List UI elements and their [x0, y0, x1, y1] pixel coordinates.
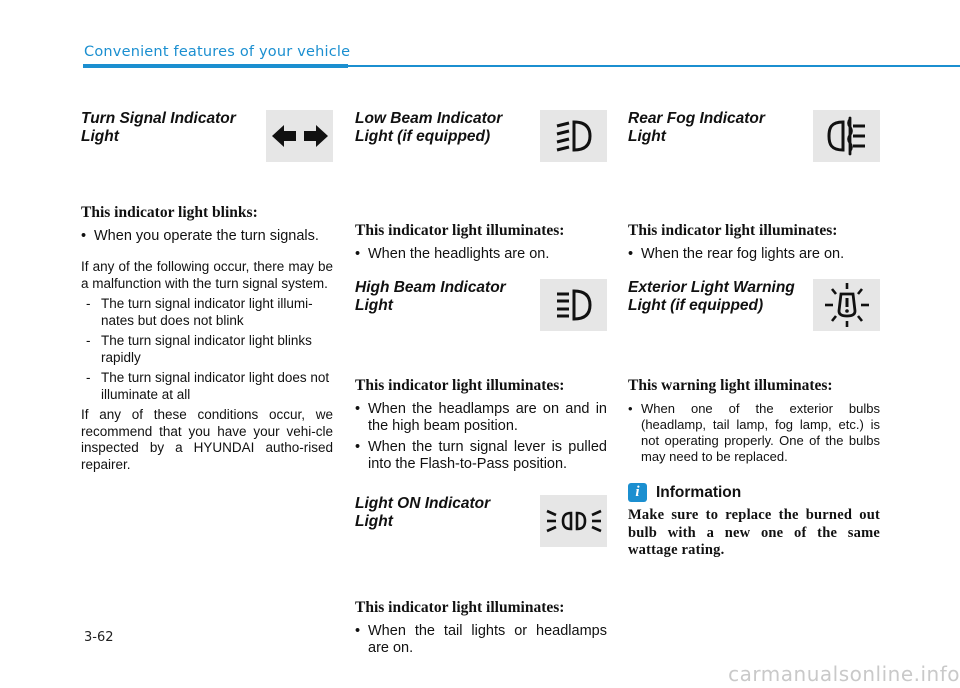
- column-3: [628, 108, 880, 560]
- info-icon: i: [628, 483, 647, 502]
- malfunction-paragraph: If any of the following occur, there may be a malfunction with the turn signal system.: [81, 259, 333, 291]
- turn-signal-bullet: • When you operate the turn signals.: [81, 228, 333, 245]
- information-header: [628, 483, 880, 502]
- high-beam-icon-box: [540, 279, 607, 331]
- turn-signal-arrows-icon: [270, 121, 330, 151]
- exterior-light-warning-icon: [822, 280, 872, 330]
- column-2: [355, 108, 607, 665]
- light-on-title: Light ON Indicator Light: [355, 495, 491, 530]
- information-text: Make sure to replace the burned out bulb with a new one of the same wattage rating.: [628, 507, 880, 558]
- light-on-icon-box: [540, 495, 607, 547]
- exterior-warning-bullet: • When one of the exterior bulbs (headlamp, tail lamp, fog lamp, etc.) is not operating properly. One of the bulbs may need to be replaced.: [628, 401, 880, 465]
- high-beam-icon: [552, 285, 596, 325]
- header-rule: [348, 65, 960, 67]
- rear-fog-icon-box: [813, 110, 880, 162]
- rear-fog-bullet: • When the rear fog lights are on.: [628, 246, 880, 263]
- watermark: carmanualsonline.info: [728, 662, 960, 686]
- exterior-warning-lead: This warning light illuminates:: [628, 377, 833, 394]
- light-on-indicator-section: [355, 495, 607, 657]
- high-beam-bullet: • When the turn signal lever is pulled into the Flash-to-Pass position.: [355, 439, 607, 473]
- rear-fog-indicator-section: [628, 110, 880, 263]
- turn-signal-indicator-section: [81, 110, 333, 473]
- rear-fog-lead: This indicator light illuminates:: [628, 222, 838, 239]
- light-on-icon: [544, 501, 604, 541]
- high-beam-indicator-section: [355, 279, 607, 473]
- rear-fog-icon: [825, 116, 869, 156]
- dash-item: - The turn signal indicator light does not illuminate at all: [81, 370, 333, 403]
- dash-item: - The turn signal indicator light illumi-nates but does not blink: [81, 296, 333, 329]
- low-beam-icon: [552, 116, 596, 156]
- recommend-paragraph: If any of these conditions occur, we recommend that you have your vehi-cle inspected by a HYUNDAI autho-rised repairer.: [81, 407, 333, 472]
- rear-fog-title: Rear Fog Indicator Light: [628, 110, 765, 145]
- column-1: [81, 108, 333, 481]
- low-beam-lead: This indicator light illuminates:: [355, 222, 565, 239]
- dash-item: - The turn signal indicator light blinks rapidly: [81, 333, 333, 366]
- page-number: 3-62: [84, 630, 114, 645]
- turn-signal-title: Turn Signal Indicator Light: [81, 110, 236, 145]
- light-on-lead: This indicator light illuminates:: [355, 599, 565, 616]
- low-beam-title: Low Beam Indicator Light (if equipped): [355, 110, 503, 145]
- section-title: Convenient features of your vehicle: [84, 44, 351, 60]
- exterior-light-warning-section: [628, 279, 880, 465]
- high-beam-title: High Beam Indicator Light: [355, 279, 506, 314]
- light-on-bullet: • When the tail lights or headlamps are on.: [355, 623, 607, 657]
- header-accent-bar: [83, 64, 348, 68]
- high-beam-lead: This indicator light illuminates:: [355, 377, 565, 394]
- information-title: Information: [656, 483, 742, 501]
- low-beam-bullet: • When the headlights are on.: [355, 246, 607, 263]
- low-beam-indicator-section: [355, 110, 607, 263]
- turn-signal-icon-box: [266, 110, 333, 162]
- high-beam-bullet: • When the headlamps are on and in the high beam position.: [355, 401, 607, 435]
- exterior-warning-icon-box: [813, 279, 880, 331]
- turn-signal-lead: This indicator light blinks:: [81, 204, 258, 221]
- exterior-warning-title: Exterior Light Warning Light (if equipped): [628, 279, 795, 314]
- low-beam-icon-box: [540, 110, 607, 162]
